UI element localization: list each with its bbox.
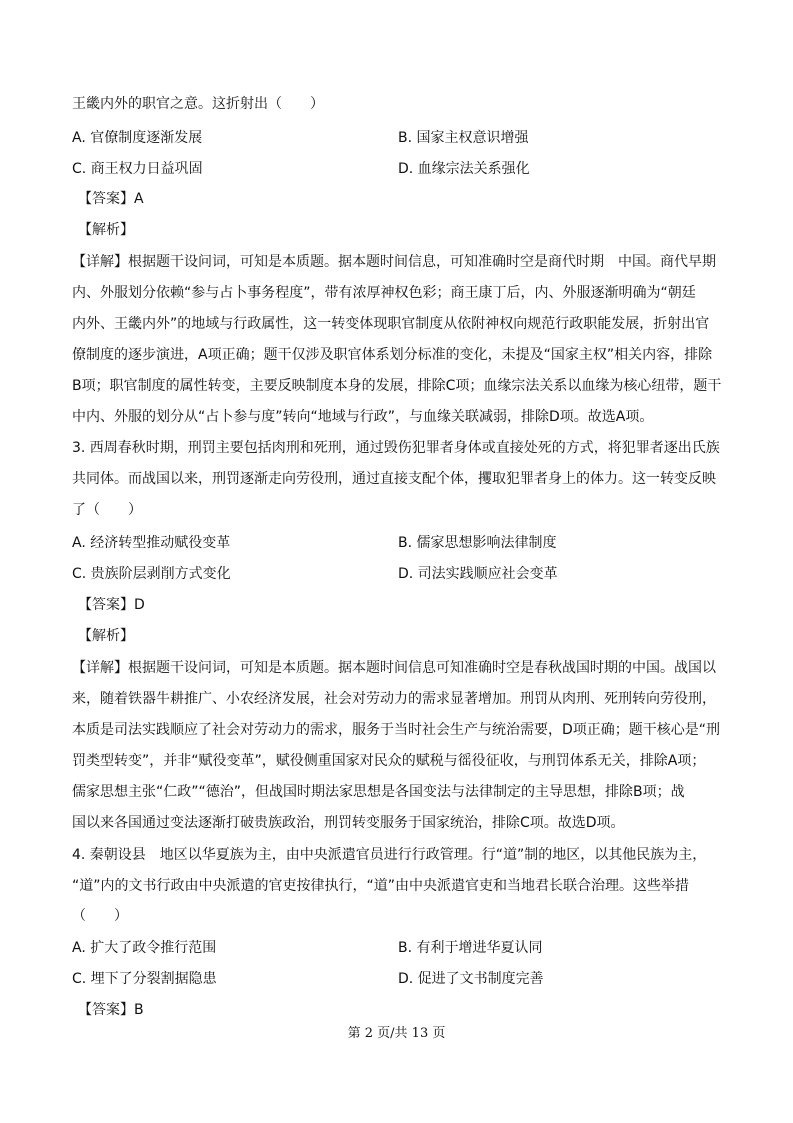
q3-explanation-line: 【详解】根据题干设问词，可知是本质题。据本题时间信息可知准确时空是春秋战国时期的中国。战国以 xyxy=(72,660,716,676)
q2-explanation-line: 【详解】根据题干设问词，可知是本质题。据本题时间信息，可知准确时空是商代时期 中国。商代早期 xyxy=(72,254,716,270)
q4-answer: 【答案】B xyxy=(78,1002,144,1018)
q4-option-c: C. 埋下了分裂割据隐患 xyxy=(72,971,217,987)
q2-stem-tail: 王畿内外的职官之意。这折射出（ ） xyxy=(72,96,324,112)
q3-explanation-line: 本质是司法实践顺应了社会对劳动力的需求，服务于当时社会生产与统治需要，D项正确；题干核心是“刑 xyxy=(72,722,721,738)
q2-explanation-line: 僚制度的逐步演进，A项正确；题干仅涉及职官体系划分标准的变化，未提及“国家主权”相关内容，排除 xyxy=(72,347,713,363)
q2-explanation-line: 内外、王畿内外”的地域与行政属性，这一转变体现职官制度从依附神权向规范行政职能发展，折射出官 xyxy=(72,316,710,332)
q4-stem-line: “道”内的文书行政由中央派遣的官吏按律执行，“道”由中央派遣官吏和当地君长联合治理。这些举措 xyxy=(72,878,690,894)
q2-explanation-line: B项；职官制度的属性转变，主要反映制度本身的发展，排除C项；血缘宗法关系以血缘为核心纽带，题干 xyxy=(72,378,722,394)
q3-answer: 【答案】D xyxy=(78,597,145,613)
q3-option-c: C. 贵族阶层剥削方式变化 xyxy=(72,566,231,582)
q4-option-a: A. 扩大了政令推行范围 xyxy=(72,940,217,956)
q4-stem-line: （ ） xyxy=(72,908,128,924)
q4-stem-line: 4. 秦朝设县 地区以华夏族为主，由中央派遣官员进行行政管理。行“道”制的地区，以其他民族为主， xyxy=(72,847,707,863)
q2-explanation-line: 中内、外服的划分从“占卜参与度”转向“地域与行政”，与血缘关联减弱，排除D项。故选A项。 xyxy=(72,409,654,425)
q2-answer: 【答案】A xyxy=(78,191,144,207)
q3-analysis-label: 【解析】 xyxy=(78,628,134,644)
q3-explanation-line: 来，随着铁器牛耕推广、小农经济发展，社会对劳动力的需求显著增加。刑罚从肉刑、死刑转向劳役刑， xyxy=(72,691,716,707)
q3-stem-line: 3. 西周春秋时期，刑罚主要包括肉刑和死刑，通过毁伤犯罪者身体或直接处死的方式，将犯罪者逐出氏族 xyxy=(72,440,720,456)
q2-option-c: C. 商王权力日益巩固 xyxy=(72,161,203,177)
q3-stem-line: 共同体。而战国以来，刑罚逐渐走向劳役刑，通过直接支配个体，攫取犯罪者身上的体力。这一转变反映 xyxy=(72,471,716,487)
q3-explanation-line: 儒家思想主张“仁政”“德治”，但战国时期法家思想是各国变法与法律制定的主导思想，排除B项；战 xyxy=(72,784,685,800)
page-footer: 第 2 页/共 13 页 xyxy=(347,1026,446,1041)
q2-analysis-label: 【解析】 xyxy=(78,222,134,238)
q3-option-a: A. 经济转型推动赋役变革 xyxy=(72,535,231,551)
q3-stem-line: 了（ ） xyxy=(72,502,142,518)
q3-explanation-line: 罚类型转变”，并非“赋役变革”，赋役侧重国家对民众的赋税与徭役征收，与刑罚体系无关，排除A项； xyxy=(72,753,706,769)
q2-option-a: A. 官僚制度逐渐发展 xyxy=(72,130,203,146)
q3-explanation-line: 国以来各国通过变法逐渐打破贵族政治，刑罚转变服务于国家统治，排除C项。故选D项。 xyxy=(72,815,625,831)
q4-option-d: D. 促进了文书制度完善 xyxy=(398,971,544,987)
q2-explanation-line: 内、外服划分依赖“参与占卜事务程度”，带有浓厚神权色彩；商王康丁后，内、外服逐渐明确为“朝廷 xyxy=(72,285,696,301)
q4-option-b: B. 有利于增进华夏认同 xyxy=(398,940,543,956)
q2-option-d: D. 血缘宗法关系强化 xyxy=(398,161,530,177)
q3-option-b: B. 儒家思想影响法律制度 xyxy=(398,535,557,551)
q3-option-d: D. 司法实践顺应社会变革 xyxy=(398,566,558,582)
q2-option-b: B. 国家主权意识增强 xyxy=(398,130,529,146)
